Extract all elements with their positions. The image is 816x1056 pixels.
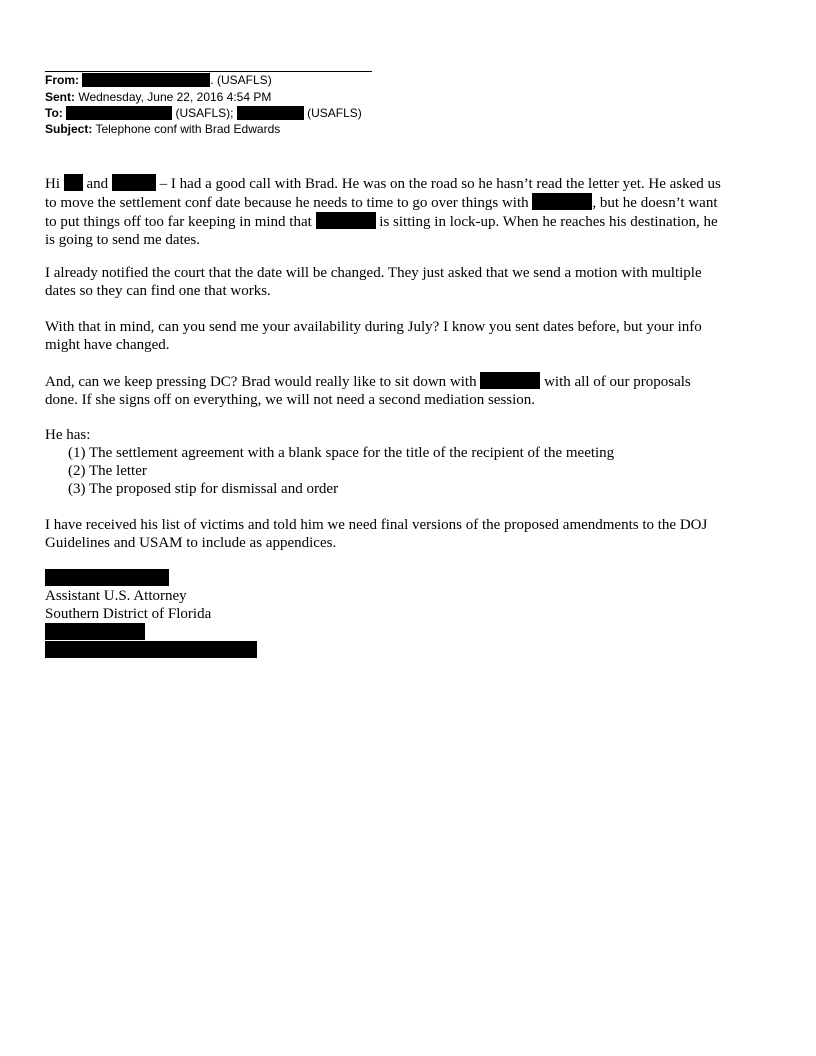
text-span: – I had a good call with Brad. He was on the road so he hasn’t read the letter yet. He asked us xyxy=(155,176,721,192)
redaction-box xyxy=(532,193,592,210)
text-span: And, can we keep pressing DC? Brad would really like to sit down with xyxy=(45,374,481,390)
redaction-box xyxy=(82,73,210,87)
redaction-box xyxy=(237,106,304,120)
to-line xyxy=(45,105,362,121)
sent-label: Sent: xyxy=(45,90,75,104)
redaction-box xyxy=(66,106,172,120)
list-item: (2) The letter xyxy=(68,463,147,479)
text-span: with all of our proposals xyxy=(540,374,691,390)
item-list xyxy=(68,444,614,498)
text-span: and xyxy=(82,176,112,192)
list-item: (1) The settlement agreement with a blank space for the title of the recipient of the meeting xyxy=(68,445,615,461)
redaction-box xyxy=(480,372,540,389)
paragraph-1 xyxy=(45,174,773,249)
text-line: He has: xyxy=(45,427,91,443)
list-item: (3) The proposed stip for dismissal and order xyxy=(68,481,339,497)
from-line xyxy=(45,72,272,88)
to-label: To: xyxy=(45,106,63,120)
text-line: I have received his list of victims and told him we need final versions of the proposed amendments to the DOJ xyxy=(45,517,708,533)
sent-value: Wednesday, June 22, 2016 4:54 PM xyxy=(78,90,272,104)
from-label: From: xyxy=(45,73,79,87)
redaction-box xyxy=(45,569,169,586)
paragraph-2 xyxy=(45,264,773,300)
signature-office: Southern District of Florida xyxy=(45,606,212,622)
paragraph-4 xyxy=(45,372,773,409)
text-span: , but he doesn’t want xyxy=(592,195,718,211)
text-line xyxy=(45,174,773,193)
text-line: is going to send me dates. xyxy=(45,232,200,248)
redaction-box xyxy=(316,212,376,229)
paragraph-3 xyxy=(45,318,773,354)
text-line: dates so they can find one that works. xyxy=(45,283,271,299)
to-suffix: (USAFLS) xyxy=(303,106,362,120)
sent-line xyxy=(45,89,271,105)
paragraph-5 xyxy=(45,516,773,552)
redaction-box xyxy=(45,623,145,640)
redaction-box xyxy=(45,641,257,658)
subject-label: Subject: xyxy=(45,122,93,136)
signature-title: Assistant U.S. Attorney xyxy=(45,588,187,604)
text-span: to move the settlement conf date because he needs to time to go over things with xyxy=(45,195,533,211)
subject-value: Telephone conf with Brad Edwards xyxy=(95,122,281,136)
redaction-box xyxy=(64,174,83,191)
from-suffix: . (USAFLS) xyxy=(210,73,272,87)
text-line: might have changed. xyxy=(45,337,170,353)
text-line xyxy=(45,212,773,231)
text-line: Guidelines and USAM to include as appendices. xyxy=(45,535,337,551)
greeting: Hi xyxy=(45,176,64,192)
he-has-label xyxy=(45,426,773,444)
text-line: I already notified the court that the date will be changed. They just asked that we send a motion with multiple xyxy=(45,265,702,281)
text-span: to put things off too far keeping in mind that xyxy=(45,214,316,230)
text-line xyxy=(45,193,773,212)
subject-line xyxy=(45,121,280,137)
text-span: is sitting in lock-up. When he reaches his destination, he xyxy=(375,214,718,230)
text-line: With that in mind, can you send me your availability during July? I know you sent dates before, but your info xyxy=(45,319,702,335)
to-middle: (USAFLS); xyxy=(172,106,237,120)
text-line xyxy=(45,372,773,391)
redaction-box xyxy=(112,174,156,191)
text-line: done. If she signs off on everything, we will not need a second mediation session. xyxy=(45,392,536,408)
